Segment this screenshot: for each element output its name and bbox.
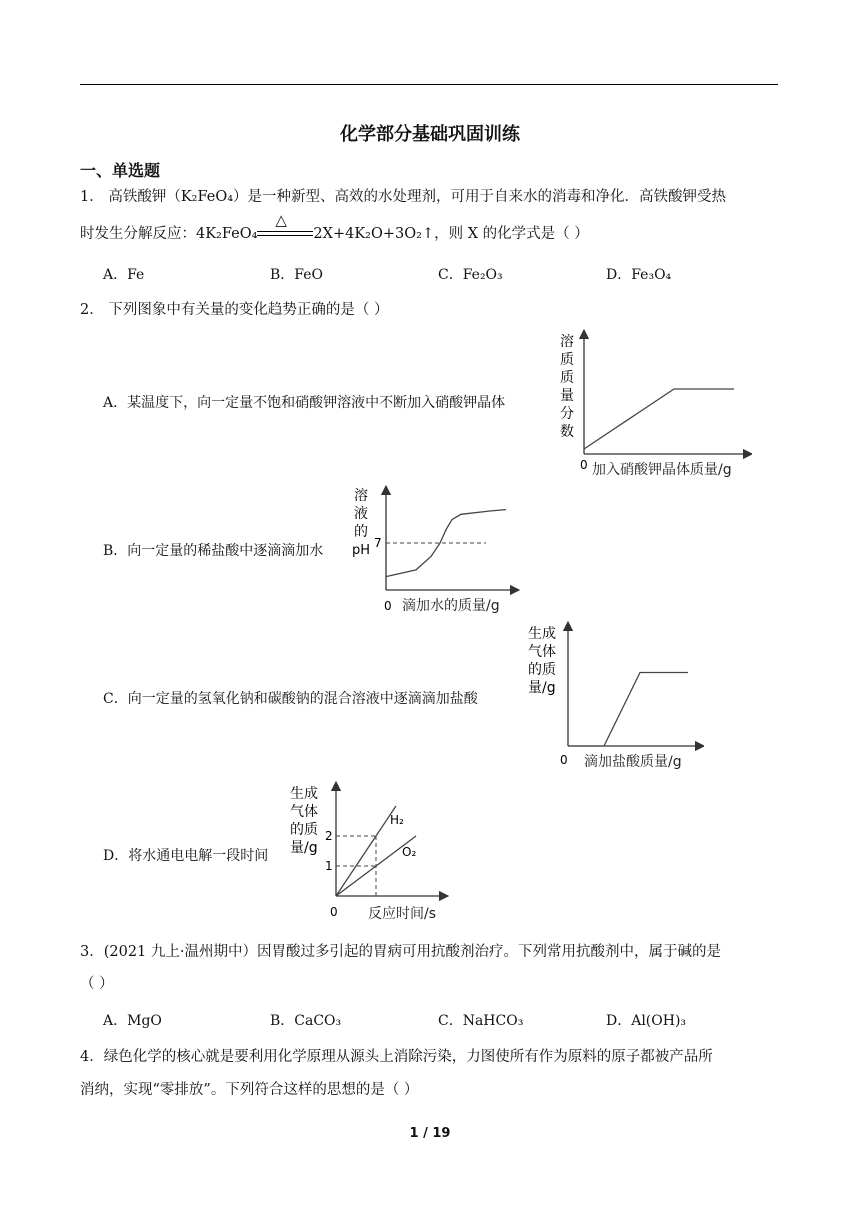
chart-c-series-line <box>568 673 688 747</box>
q1-line1: 1． 高铁酸钾（K₂FeO₄）是一种新型、高效的水处理剂，可用于自来水的消毒和净化．高铁酸钾受热 <box>80 189 727 205</box>
page-title: 化学部分基础巩固训练 <box>340 124 520 145</box>
q1-option-b: B．FeO <box>270 267 323 283</box>
chart-a <box>552 326 752 481</box>
chart-c-xlabel: 滴加盐酸质量/g <box>584 754 682 770</box>
reaction-arrow <box>257 211 313 241</box>
chart-a-xlabel: 加入硝酸钾晶体质量/g <box>592 462 732 478</box>
chart-a-ylabel-4: 量 <box>560 388 574 404</box>
q4-line1: 4．绿色化学的核心就是要利用化学原理从源头上消除污染，力图使所有作为原料的原子都被产品所 <box>80 1049 713 1065</box>
chart-d-xlabel: 反应时间/s <box>368 906 437 922</box>
q1-line2 <box>80 211 589 243</box>
chart-b-ylabel-4: pH <box>352 543 371 558</box>
chart-a-ylabel-1: 溶 <box>560 334 574 350</box>
page-number: 1 / 19 <box>409 1126 451 1141</box>
chart-b-tick-7: 7 <box>374 536 382 550</box>
q3-option-b: B．CaCO₃ <box>270 1013 342 1029</box>
chart-d <box>286 778 456 923</box>
chart-c-origin: 0 <box>560 753 568 767</box>
q3-option-c: C．NaHCO₃ <box>438 1013 524 1029</box>
chart-d-origin: 0 <box>330 905 338 919</box>
chart-b <box>350 482 520 617</box>
chart-a-origin: 0 <box>580 458 588 472</box>
q1-line2-pre: 时发生分解反应：4K₂FeO₄ <box>80 226 258 242</box>
header-rule <box>80 84 778 85</box>
chart-a-ylabel-5: 分 <box>560 406 574 422</box>
chart-d-ylabel-3: 的质 <box>290 822 318 838</box>
chart-b-ylabel-2: 液 <box>354 506 368 522</box>
chart-c-ylabel-1: 生成 <box>528 626 556 642</box>
chart-a-ylabel-3: 质 <box>560 370 574 386</box>
q3-line1: 3．(2021 九上·温州期中）因胃酸过多引起的胃病可用抗酸剂治疗。下列常用抗酸剂中，属于碱的是 <box>80 944 721 960</box>
chart-b-origin: 0 <box>384 599 392 613</box>
chart-b-ylabel-3: 的 <box>354 524 368 540</box>
chart-c <box>524 620 704 775</box>
chart-a-ylabel-6: 数 <box>560 424 574 440</box>
chart-d-label-h2: H₂ <box>390 813 404 827</box>
chart-c-ylabel-2: 气体 <box>528 644 556 660</box>
chart-b-ylabel-1: 溶 <box>354 488 368 504</box>
chart-c-ylabel-4: 量/g <box>528 680 556 696</box>
delta-symbol: △ <box>275 211 287 229</box>
section-heading: 一、单选题 <box>80 161 161 180</box>
q3-option-a: A．MgO <box>103 1013 162 1029</box>
q2-stem: 2． 下列图象中有关量的变化趋势正确的是（ ） <box>80 302 389 318</box>
q2-option-c: C．向一定量的氢氧化钠和碳酸钠的混合溶液中逐滴滴加盐酸 <box>103 691 478 707</box>
chart-d-series-h2 <box>336 806 396 896</box>
chart-a-ylabel-2: 质 <box>560 352 574 368</box>
q2-option-d: D．将水通电电解一段时间 <box>103 848 269 864</box>
q1-line2-post: 2X+4K₂O+3O₂↑，则 X 的化学式是（ ） <box>313 226 589 242</box>
q2-option-b: B．向一定量的稀盐酸中逐滴滴加水 <box>103 543 324 559</box>
chart-d-ylabel-2: 气体 <box>290 804 318 820</box>
q3-option-d: D．Al(OH)₃ <box>606 1013 687 1029</box>
chart-d-ylabel-4: 量/g <box>290 840 318 856</box>
chart-a-series-line <box>584 389 734 449</box>
q1-option-a: A．Fe <box>103 267 145 283</box>
chart-c-ylabel-3: 的质 <box>528 662 556 678</box>
chart-d-label-o2: O₂ <box>402 845 417 859</box>
chart-d-tick-1: 1 <box>325 859 333 873</box>
q2-option-a: A．某温度下，向一定量不饱和硝酸钾溶液中不断加入硝酸钾晶体 <box>103 395 506 411</box>
q4-line2: 消纳，实现“零排放”。下列符合这样的思想的是（ ） <box>80 1082 419 1098</box>
chart-d-tick-2: 2 <box>325 829 333 843</box>
q1-option-d: D．Fe₃O₄ <box>606 267 672 283</box>
q3-line2: （ ） <box>80 976 114 992</box>
chart-b-xlabel: 滴加水的质量/g <box>402 598 500 614</box>
chart-d-ylabel-1: 生成 <box>290 786 318 802</box>
q1-option-c: C．Fe₂O₃ <box>438 267 503 283</box>
